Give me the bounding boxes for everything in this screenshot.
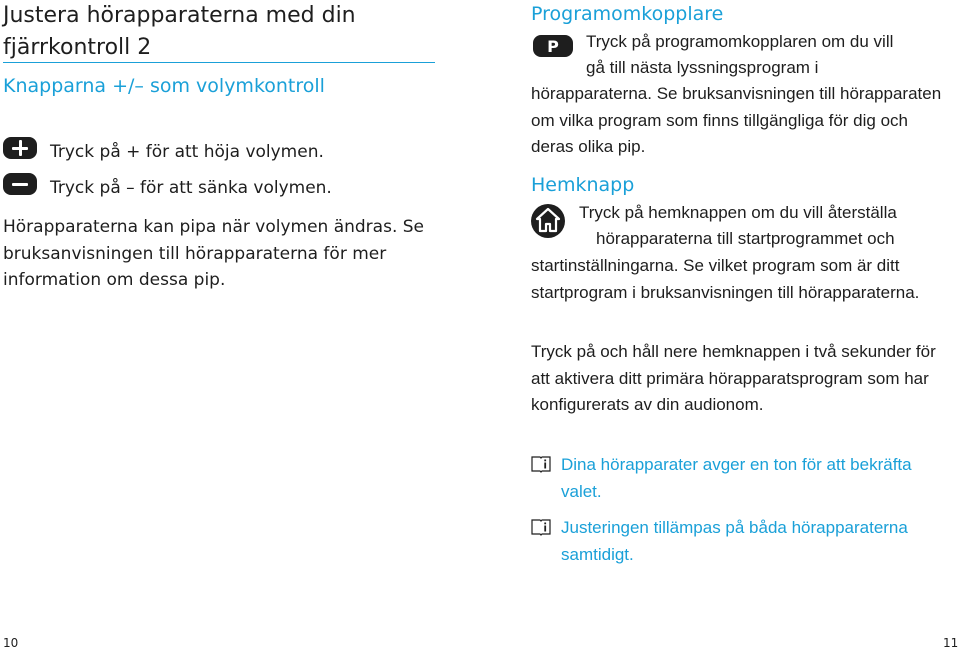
home-section-heading: Hemknapp bbox=[531, 174, 635, 196]
note-confirm-tone: Dina hörapparater avger en ton för att bekräfta valet. bbox=[561, 455, 912, 501]
program-button-icon: P bbox=[533, 35, 573, 57]
home-text-rest: startinställningarna. Se vilket program som är ditt startprogram i bruksanvisningen till hörapparaterna. bbox=[531, 256, 920, 302]
plus-instruction: Tryck på + för att höja volymen. bbox=[50, 142, 324, 162]
program-text-rest: hörapparaterna. Se bruksanvisningen till hörapparaten om vilka program som finns tillgängliga för dig och deras olika pip. bbox=[531, 84, 942, 156]
page-number-right: 11 bbox=[943, 636, 959, 650]
program-text-line2: gå till nästa lyssningsprogram i bbox=[586, 58, 819, 77]
hold-home-paragraph: Tryck på och håll nere hemknappen i två sekunder för att aktivera ditt primära hörapparatsprogram som har konfigurerats av din audionom. bbox=[531, 342, 936, 414]
home-button-icon bbox=[530, 202, 566, 240]
page-title: Justera hörapparaterna med din fjärrkontroll 2 bbox=[3, 3, 356, 60]
home-text-line2: hörapparaterna till startprogrammet och bbox=[596, 229, 895, 248]
program-text-line1: Tryck på programomkopplaren om du vill bbox=[586, 32, 894, 51]
note-both-aids: Justeringen tillämpas på båda hörapparaterna samtidigt. bbox=[561, 518, 908, 564]
minus-button-icon bbox=[3, 173, 37, 195]
plus-button-icon bbox=[3, 137, 37, 159]
info-book-icon bbox=[531, 517, 551, 537]
info-book-icon bbox=[531, 454, 551, 474]
page-number-left: 10 bbox=[3, 636, 19, 650]
beep-info-paragraph: Hörapparaterna kan pipa när volymen ändras. Se bruksanvisningen till hörapparaterna för mer information om dessa pip. bbox=[3, 217, 425, 290]
volume-section-heading: Knapparna +/– som volymkontroll bbox=[3, 75, 325, 97]
home-text-line1: Tryck på hemknappen om du vill återställa bbox=[579, 203, 897, 222]
program-section-heading: Programomkopplare bbox=[531, 3, 724, 25]
title-divider bbox=[3, 62, 435, 63]
minus-instruction: Tryck på – för att sänka volymen. bbox=[50, 178, 332, 198]
